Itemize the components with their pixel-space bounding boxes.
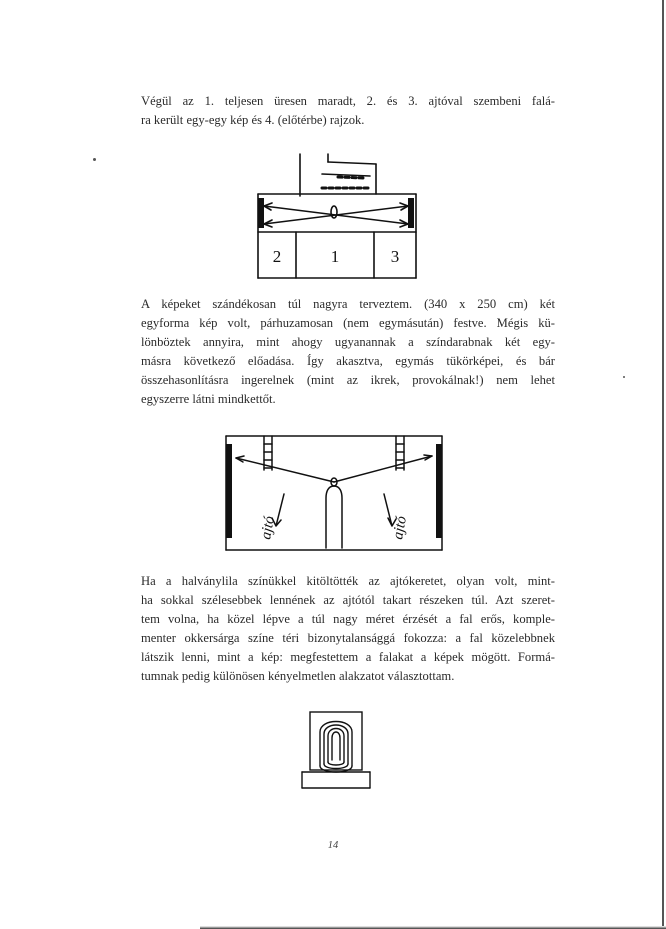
floor-plan-sketch-1 xyxy=(252,152,420,282)
text-line: ra került egy-egy kép és 4. (előtérbe) rajzok. xyxy=(141,113,365,127)
room-label-3: 3 xyxy=(390,247,400,266)
text-line: ha sokkal szélesebbek lennének az ajtótól takart részeken túl. Azt szeret- xyxy=(141,593,555,607)
arch-drawing xyxy=(298,708,374,790)
text-line: Végül az 1. teljesen üresen maradt, 2. és 3. ajtóval szembeni falá- xyxy=(141,94,555,108)
page-edge-shadow xyxy=(662,0,664,929)
door-drawing xyxy=(222,430,446,554)
door-label-right: ajtó xyxy=(390,514,410,541)
scan-speck xyxy=(93,158,96,161)
scan-speck xyxy=(623,376,625,378)
text-line: tem volna, ha közel lépve a túl nagy méret érzését a fal erős, komple- xyxy=(141,612,555,626)
text-line: másra következő előadása. Így akasztva, egymás tükörképei, és bár xyxy=(141,354,555,368)
door-label-left: ajtó xyxy=(258,514,278,541)
room-label-2: 2 xyxy=(272,247,282,266)
paragraph-3 xyxy=(141,572,555,686)
text-line: lönböztek annyira, mint ahogy ugyanannak a színdarabnak két egy- xyxy=(141,335,555,349)
page-number: 14 xyxy=(327,840,339,851)
floor-plan-drawing xyxy=(252,152,420,282)
text-line: egyforma kép volt, párhuzamosan (nem egymásután) festve. Mégis kü- xyxy=(141,316,555,330)
text-line: egyszerre látni mindkettőt. xyxy=(141,392,276,406)
room-label-1: 1 xyxy=(330,247,340,266)
text-line: tumnak pedig különösen kényelmetlen alakzatot választottam. xyxy=(141,669,455,683)
paragraph-2 xyxy=(141,295,555,409)
text-line: látszik lenni, mint a kép: megfestettem a falakat a képek mögött. Formá- xyxy=(141,650,555,664)
text-line: összehasonlításra ingerelnek (mint az ikrek, provokálnak!) nem lehet xyxy=(141,373,555,387)
paragraph-1 xyxy=(141,92,555,130)
door-sketch-2 xyxy=(222,430,446,554)
text-line: menter okkersárga színe téri bizonytalansággá fokozza: a fal közelebbnek xyxy=(141,631,555,645)
text-line: Ha a halványlila színükkel kitöltötték az ajtókeretet, olyan volt, mint- xyxy=(141,574,555,588)
text-line: A képeket szándékosan túl nagyra terveztem. (340 x 250 cm) két xyxy=(141,297,555,311)
arch-format-sketch-3 xyxy=(298,708,374,790)
